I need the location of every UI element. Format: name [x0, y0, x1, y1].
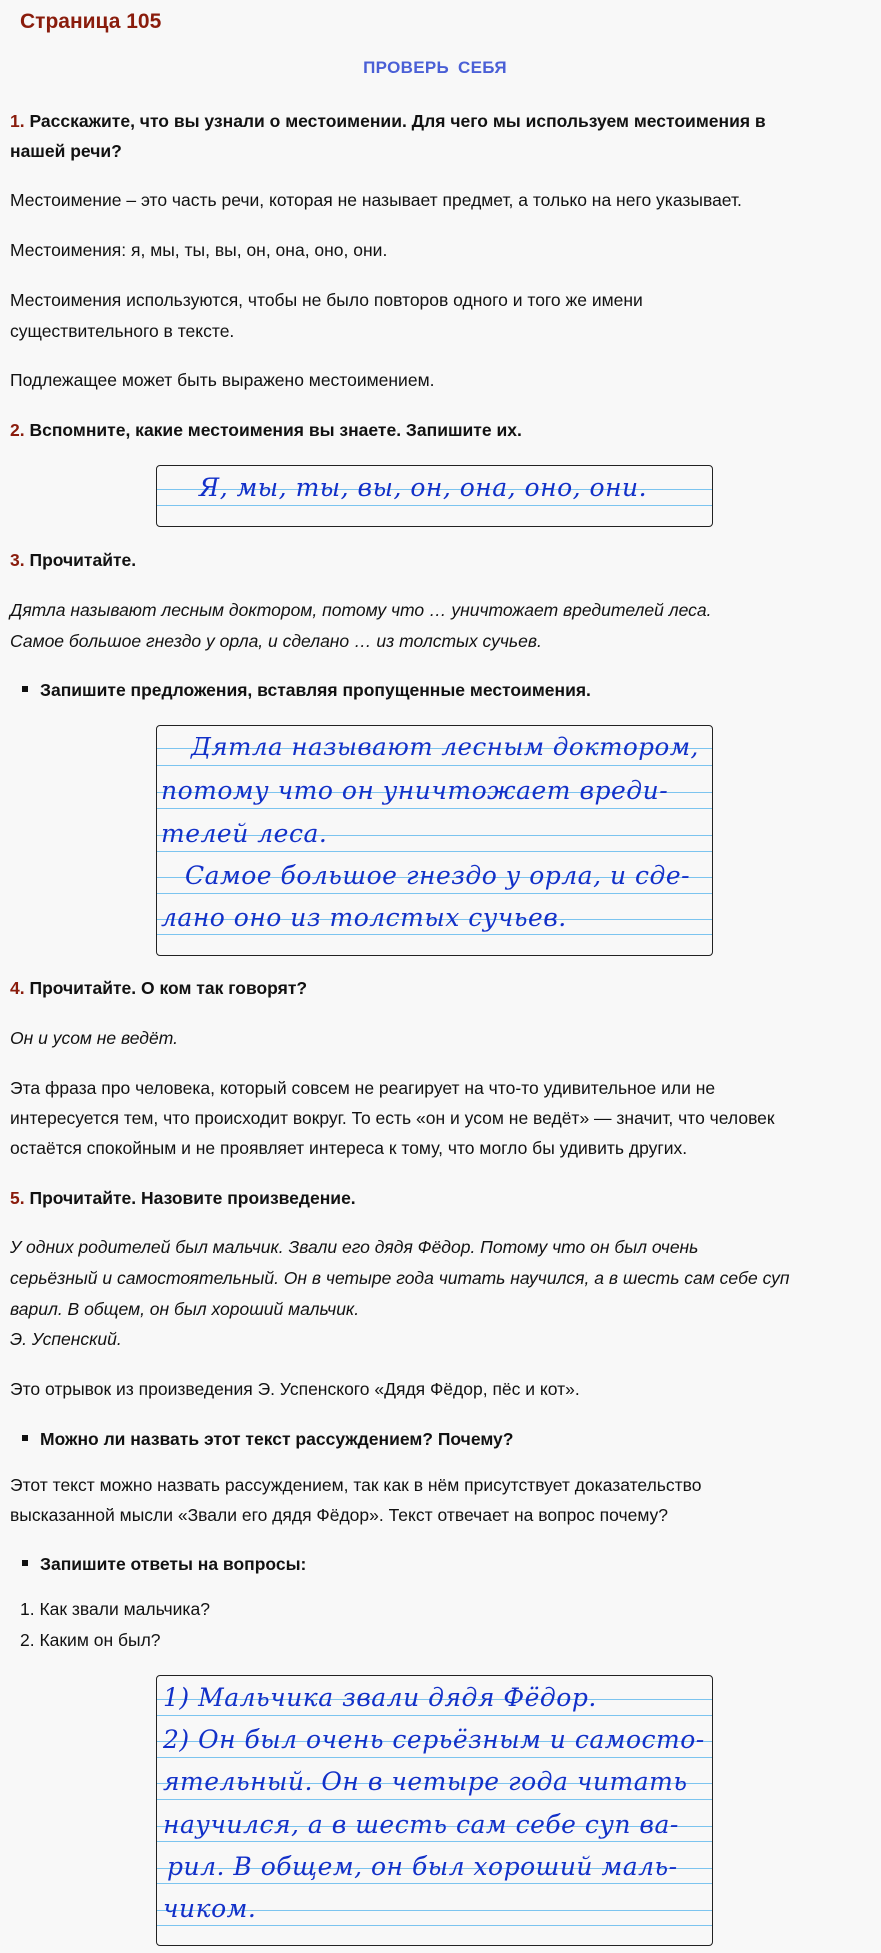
answer-text: интересуется тем, что происходит вокруг. То есть «он и усом не ведёт» — значит, что человек — [10, 1108, 775, 1128]
task-3-question — [10, 545, 871, 576]
italic-text: серьёзный и самостоятельный. Он в четыре года читать научился, а в шесть сам себе суп — [10, 1268, 790, 1288]
numbered-question: 1. Как звали мальчика? — [20, 1599, 210, 1619]
ruling-line — [157, 851, 712, 852]
handwritten-answer-box — [156, 1675, 713, 1946]
handwriting-line: рил. В общем, он был хороший маль- — [167, 1852, 678, 1881]
author-text: Э. Успенский. — [10, 1329, 122, 1349]
handwriting-line: Я, мы, ты, вы, он, она, оно, они. — [199, 473, 648, 502]
italic-text: варил. В общем, он был хороший мальчик. — [10, 1299, 360, 1319]
handwriting-line: научился, а в шесть сам себе суп ва- — [163, 1810, 679, 1839]
task-number: 4. — [10, 978, 25, 998]
italic-text: Дятла называют лесным доктором, потому что … уничтожает вредителей леса. — [10, 600, 712, 620]
handwriting-line: 2) Он был очень серьёзным и самосто- — [163, 1725, 705, 1754]
page-title: Страница 105 — [20, 10, 162, 33]
question-text: Прочитайте. О ком так говорят? — [29, 978, 308, 998]
handwriting-line: чиком. — [163, 1894, 257, 1923]
italic-text: У одних родителей был мальчик. Звали его дядя Фёдор. Потому что он был очень — [10, 1237, 699, 1257]
task-number: 2. — [10, 420, 25, 440]
numbered-question: 2. Каким он был? — [20, 1630, 161, 1650]
ruling-line — [157, 1715, 712, 1716]
bullet-item — [22, 1424, 513, 1455]
task-number: 3. — [10, 550, 25, 570]
ruling-line — [157, 1841, 712, 1842]
bullet-text: Запишите ответы на вопросы: — [40, 1554, 307, 1574]
bullet-item — [22, 1549, 306, 1580]
bullet-item — [22, 675, 591, 706]
handwritten-answer-box — [156, 725, 713, 956]
answer-text: существительного в тексте. — [10, 321, 235, 341]
handwriting-line: потому что он уничтожает вреди- — [161, 776, 669, 805]
answer-text: остаётся спокойным и не проявляет интереса к тому, что могло бы удивить других. — [10, 1138, 688, 1158]
ruling-line — [157, 1883, 712, 1884]
bullet-text: Можно ли назвать этот текст рассуждением? Почему? — [40, 1429, 514, 1449]
ruling-line — [157, 1757, 712, 1758]
ruling-line — [157, 1925, 712, 1926]
answer-text: Местоимения: я, мы, ты, вы, он, она, оно, они. — [10, 240, 388, 260]
bullet-square-icon — [22, 1435, 28, 1441]
task-4-question — [10, 973, 871, 1004]
handwriting-line: лано оно из толстых сучьев. — [161, 903, 567, 932]
bullet-square-icon — [22, 686, 28, 692]
answer-text: Местоимения используются, чтобы не было повторов одного и того же имени — [10, 290, 643, 310]
handwriting-line: 1) Мальчика звали дядя Фёдор. — [163, 1683, 597, 1712]
ruling-line — [157, 765, 712, 766]
answer-text: Подлежащее может быть выражено местоимением. — [10, 370, 435, 390]
ruling-line — [157, 505, 712, 506]
handwriting-line: ятельный. Он в четыре года читать — [163, 1767, 688, 1796]
handwriting-line: Самое большое гнездо у орла, и сде- — [185, 861, 691, 890]
bullet-text: Запишите предложения, вставляя пропущенные местоимения. — [40, 680, 591, 700]
answer-text: Местоимение – это часть речи, которая не называет предмет, а только на него указывает. — [10, 190, 742, 210]
handwriting-line: Дятла называют лесным доктором, — [191, 732, 699, 761]
question-text: Вспомните, какие местоимения вы знаете. Запишите их. — [29, 420, 522, 440]
task-number: 1. — [10, 111, 25, 131]
question-text: Прочитайте. — [29, 550, 137, 570]
ruling-line — [157, 808, 712, 809]
question-text: Расскажите, что вы узнали о местоимении. Для чего мы используем местоимения в — [29, 111, 766, 131]
handwriting-line: телей леса. — [161, 819, 328, 848]
task-number: 5. — [10, 1188, 25, 1208]
answer-text: высказанной мысли «Звали его дядя Фёдор». Текст отвечает на вопрос почему? — [10, 1505, 669, 1525]
task-1-question-cont: нашей речи? — [10, 141, 122, 161]
task-1-question — [10, 106, 871, 137]
section-title: ПРОВЕРЬ СЕБЯ — [363, 58, 507, 77]
ruling-line — [157, 893, 712, 894]
answer-text: Этот текст можно назвать рассуждением, так как в нём присутствует доказательство — [10, 1475, 702, 1495]
task-5-question — [10, 1183, 871, 1214]
bullet-square-icon — [22, 1560, 28, 1566]
answer-text: Эта фраза про человека, который совсем не реагирует на что-то удивительное или не — [10, 1078, 716, 1098]
question-text: Прочитайте. Назовите произведение. — [29, 1188, 356, 1208]
handwritten-answer-box — [156, 465, 713, 527]
italic-text: Он и усом не ведёт. — [10, 1028, 178, 1048]
ruling-line — [157, 934, 712, 935]
answer-text: Это отрывок из произведения Э. Успенского «Дядя Фёдор, пёс и кот». — [10, 1379, 580, 1399]
ruling-line — [157, 1799, 712, 1800]
task-2-question — [10, 415, 871, 446]
italic-text: Самое большое гнездо у орла, и сделано … из толстых сучьев. — [10, 631, 542, 651]
